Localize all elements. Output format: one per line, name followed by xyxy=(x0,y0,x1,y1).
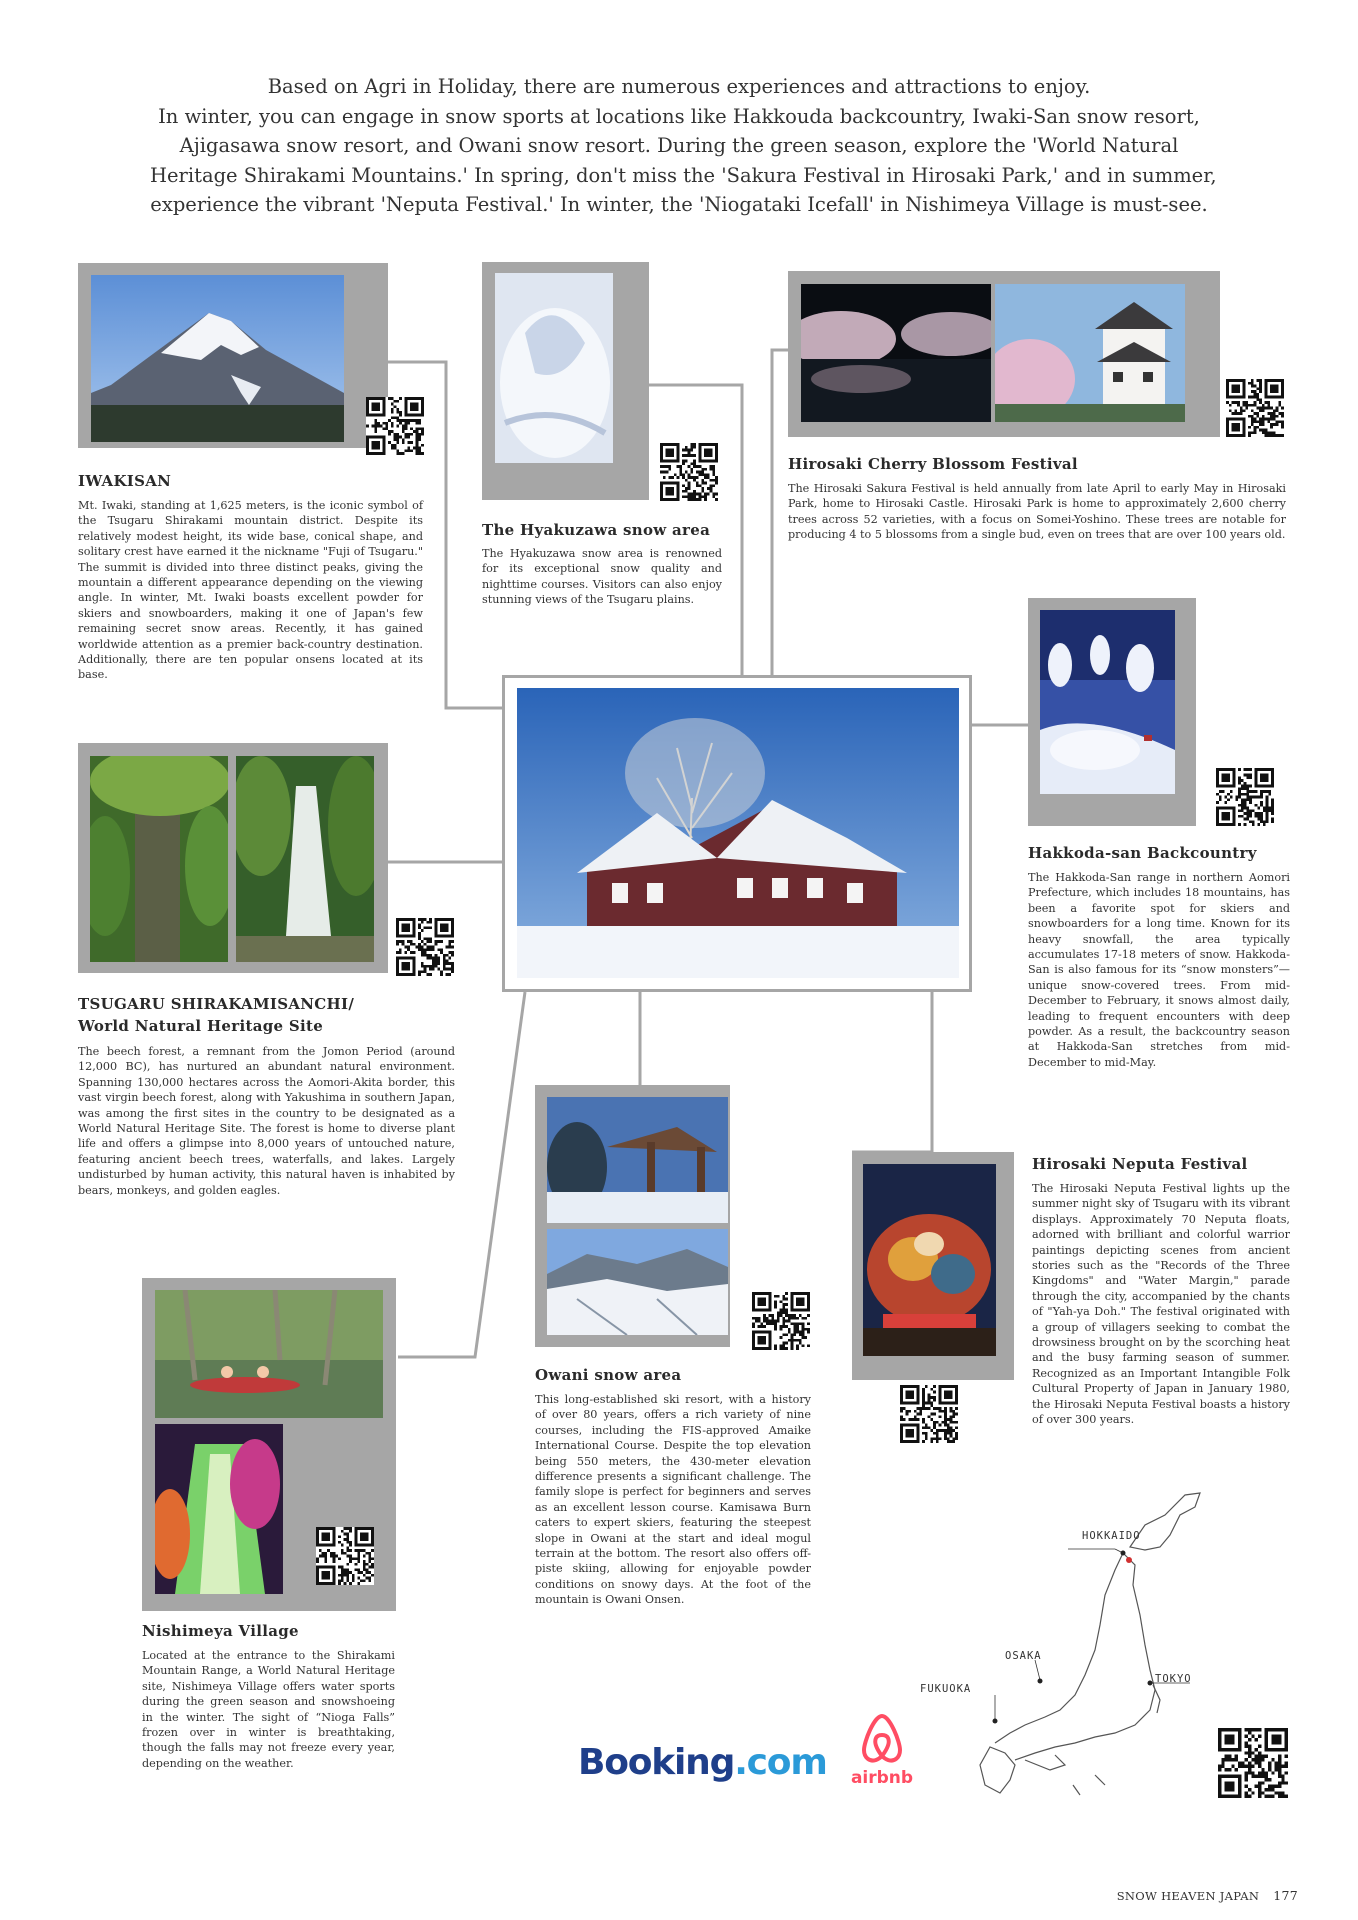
hyakuzawa-qr-code[interactable] xyxy=(660,443,718,501)
publication-name: SNOW HEAVEN JAPAN xyxy=(1116,1889,1260,1903)
cherry-description: The Hirosaki Sakura Festival is held annually from late April to early May in Hirosaki Park, home to Hirosaki Castle. Hirosaki Park is home to approximately 2,600 cherry trees across 52 varieties, with a focus on Somei-Yoshino. These trees are notable for producing 4 to 5 blossoms from a single bud, even on trees that are over 100 years old. xyxy=(788,482,1286,542)
airbnb-logo[interactable] xyxy=(830,1708,934,1800)
intro-line: In winter, you can engage in snow sports at locations like Hakkouda backcountry, Iwaki-San snow resort, xyxy=(158,104,1200,128)
hakkoda-qr-code[interactable] xyxy=(1216,768,1274,826)
nishimeya-qr-code[interactable] xyxy=(316,1527,374,1585)
shirakami-description: The beech forest, a remnant from the Jomon Period (around 12,000 BC), has nurtured an abundant natural environment. Spanning 130,000 hectares across the Aomori-Akita border, this vast virgin beech forest, along with Yakushima in southern Japan, was among the first sites in the country to be designated as a World Natural Heritage Site. The forest is home to diverse plant life and offers a glimpse into 8,000 years of untouched nature, featuring ancient beech trees, waterfalls, and lakes. Largely undisturbed by human activity, this natural haven is inhabited by bears, monkeys, and golden eagles. xyxy=(78,1045,455,1197)
booking-logo-suffix: .com xyxy=(734,1742,827,1783)
iwakisan-title: IWAKISAN xyxy=(78,472,172,490)
page-number: 177 xyxy=(1273,1888,1298,1903)
hyakuzawa-title: The Hyakuzawa snow area xyxy=(482,521,711,539)
owani-photo-slopes xyxy=(547,1229,728,1335)
hyakuzawa-description: The Hyakuzawa snow area is renowned for its exceptional snow quality and nighttime courses. Visitors can also enjoy stunning views of the Tsugaru plains. xyxy=(482,547,722,607)
shirakami-title-line1: TSUGARU SHIRAKAMISANCHI/ xyxy=(78,995,355,1013)
neputa-qr-code[interactable] xyxy=(900,1385,958,1443)
neputa-title: Hirosaki Neputa Festival xyxy=(1032,1155,1248,1173)
owani-title: Owani snow area xyxy=(535,1366,682,1384)
hakkoda-title: Hakkoda-san Backcountry xyxy=(1028,844,1257,862)
nishimeya-photo-canoe xyxy=(155,1290,383,1418)
intro-line: Based on Agri in Holiday, there are numerous experiences and attractions to enjoy. xyxy=(267,75,1091,98)
neputa-description: The Hirosaki Neputa Festival lights up the summer night sky of Tsugaru with its vibrant displays. Approximately 70 Neputa floats, adorned with brilliant and colorful warrior paintings depicting scenes from ancient stories such as the "Records of the Three Kingdoms" and "Water Margin," parade through the city, accompanied by the chants of "Yah-ya Doh." The festival originated with a group of villagers seeking to combat the drowsiness brought on by the scorching heat and the busy farming season of summer. Recognized as an Important Intangible Folk Cultural Property of Japan in January 1980, the Hirosaki Neputa Festival boasts a history of over 300 years. xyxy=(1032,1182,1290,1427)
hakkoda-photo xyxy=(1040,610,1175,794)
map-label-osaka: OSAKA xyxy=(1005,1650,1042,1662)
shirakami-photo-forest xyxy=(90,756,228,962)
map-label-tokyo: TOKYO xyxy=(1155,1673,1192,1685)
owani-description: This long-established ski resort, with a history of over 80 years, offers a rich variety of nine courses, including the FIS-approved Amaike International Course. Despite the top elevation being 550 meters, the 430-meter elevation difference presents a significant challenge. The family slope is perfect for beginners and serves as an excellent lesson course. Kamisawa Burn caters to expert skiers, featuring the steepest slope in Owani at the start and ideal mogul terrain at the bottom. The resort also offers off-piste skiing, allowing for enjoyable powder conditions on snowy days. At the foot of the mountain is Owani Onsen. xyxy=(535,1393,811,1607)
center-photo-lodge xyxy=(517,688,959,978)
map-label-fukuoka: FUKUOKA xyxy=(920,1683,972,1695)
neputa-photo xyxy=(863,1164,996,1356)
cherry-photo-night xyxy=(801,284,991,422)
iwakisan-description: Mt. Iwaki, standing at 1,625 meters, is the iconic symbol of the Tsugaru Shirakami mountain district. Despite its relatively modest height, its wide base, conical shape, and solitary crest have earned it the nickname "Fuji of Tsugaru." The summit is divided into three distinct peaks, giving the mountain a different appearance depending on the viewing angle. In winter, Mt. Iwaki boasts excellent powder for skiers and snowboarders, making it one of Japan's few remaining secret snow areas. Recently, it has gained worldwide attention as a premier back-country destination. Additionally, there are ten popular onsens located at its base. xyxy=(78,499,423,682)
intro-line: Heritage Shirakami Mountains.' In spring, don't miss the 'Sakura Festival in Hirosaki Park,' and in summer, xyxy=(150,163,1217,187)
shirakami-photo-waterfall xyxy=(236,756,374,962)
nishimeya-photo-frozen-falls xyxy=(155,1424,283,1594)
shirakami-qr-code[interactable] xyxy=(396,918,454,976)
map-qr-code[interactable] xyxy=(1218,1728,1288,1798)
shirakami-title-line2: World Natural Heritage Site xyxy=(78,1017,324,1035)
nishimeya-title: Nishimeya Village xyxy=(142,1622,299,1640)
cherry-photo-castle xyxy=(995,284,1185,422)
iwakisan-qr-code[interactable] xyxy=(366,397,424,455)
booking-logo-text: Booking xyxy=(578,1742,735,1783)
airbnb-logo-text: airbnb xyxy=(850,1768,914,1788)
hakkoda-description: The Hakkoda-San range in northern Aomori Prefecture, which includes 18 mountains, has been a favorite spot for skiers and snowboarders for a long time. Known for its heavy snowfall, the area typically accumulates 17-18 meters of snow. Hakkoda-San is also famous for its “snow monsters”—unique snow-covered trees. From mid-December to February, it snows almost daily, leading to frequent encounters with deep powder. As a result, the backcountry season at Hakkoda-San stretches from mid-December to mid-May. xyxy=(1028,871,1290,1069)
booking-logo[interactable] xyxy=(578,1742,827,1783)
cherry-qr-code[interactable] xyxy=(1226,379,1284,437)
owani-photo-lodge xyxy=(547,1097,728,1223)
airbnb-icon xyxy=(860,1712,904,1764)
cherry-title: Hirosaki Cherry Blossom Festival xyxy=(788,455,1078,473)
nishimeya-description: Located at the entrance to the Shirakami Mountain Range, a World Natural Heritage site, Nishimeya Village offers water sports during the green season and snowshoeing in the winter. The sight of “Nioga Falls” frozen over in winter is breathtaking, though the falls may not freeze every year, depending on the weather. xyxy=(142,1649,395,1770)
intro-line: experience the vibrant 'Neputa Festival.' In winter, the 'Niogataki Icefall' in Nishimeya Village is must-see. xyxy=(150,193,1208,216)
iwakisan-photo xyxy=(91,275,344,442)
page-footer xyxy=(1117,1888,1298,1903)
hyakuzawa-photo xyxy=(495,273,613,463)
owani-qr-code[interactable] xyxy=(752,1292,810,1350)
intro-line: Ajigasawa snow resort, and Owani snow resort. During the green season, explore the 'World Natural xyxy=(179,134,1179,157)
map-label-hokkaido: HOKKAIDO xyxy=(1082,1530,1141,1542)
